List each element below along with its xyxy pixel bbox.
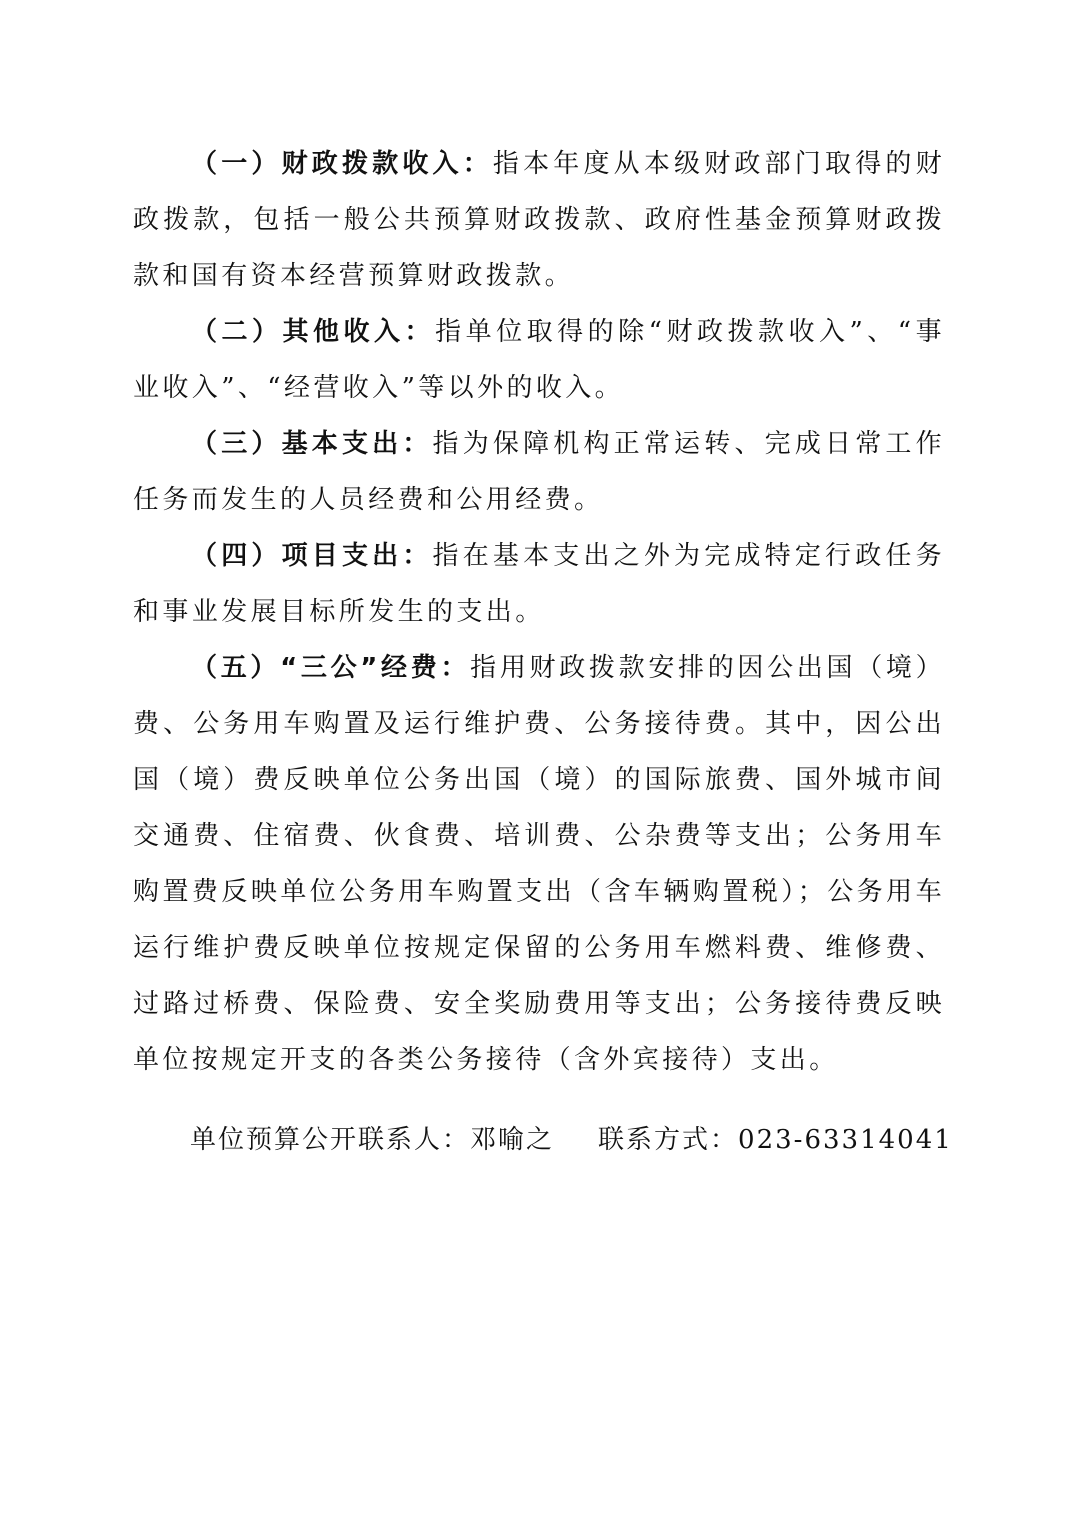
contact-phone-label: 联系方式： bbox=[598, 1125, 739, 1155]
definition-text: 指用财政拨款安排的因公出国（境）费、公务用车购置及运行维护费、公务接待费。其中，因公出国（境）费反映单位公务出国（境）的国际旅费、国外城市间交通费、住宿费、伙食费、培训费、公杂费等支出；公务用车购置费反映单位公务用车购置支出（含车辆购置税）；公务用车运行维护费反映单位按规定保留的公务用车燃料费、维修费、过路过桥费、保险费、安全奖励费用等支出；公务接待费反映单位按规定开支的各类公务接待（含外宾接待）支出。 bbox=[133, 653, 945, 1075]
definition-three-public-funds bbox=[133, 640, 945, 1088]
definitions-section bbox=[133, 136, 945, 1088]
definition-term: （五）“三公”经费： bbox=[191, 653, 471, 683]
definition-text: 指在基本支出之外为完成特定行政任务和事业发展目标所发生的支出。 bbox=[133, 541, 945, 627]
definition-text: 指本年度从本级财政部门取得的财政拨款，包括一般公共预算财政拨款、政府性基金预算财政拨款和国有资本经营预算财政拨款。 bbox=[133, 149, 945, 291]
definition-other-income bbox=[133, 304, 945, 416]
definition-term: （一）财政拨款收入： bbox=[191, 149, 493, 179]
definition-text: 指为保障机构正常运转、完成日常工作任务而发生的人员经费和公用经费。 bbox=[133, 429, 945, 515]
definition-term: （三）基本支出： bbox=[191, 429, 433, 459]
contact-person-label: 单位预算公开联系人： bbox=[190, 1125, 471, 1155]
definition-term: （四）项目支出： bbox=[191, 541, 433, 571]
definition-text: 指单位取得的除“财政拨款收入”、“事业收入”、“经营收入”等以外的收入。 bbox=[133, 317, 946, 403]
definition-fiscal-appropriation bbox=[133, 136, 945, 304]
contact-line bbox=[190, 1118, 990, 1162]
contact-person-name: 邓喻之 bbox=[470, 1125, 555, 1155]
definition-term: （二）其他收入： bbox=[191, 317, 436, 347]
definition-basic-expenditure bbox=[133, 416, 945, 528]
definition-project-expenditure bbox=[133, 528, 945, 640]
contact-phone-number: 023-63314041 bbox=[738, 1125, 953, 1155]
